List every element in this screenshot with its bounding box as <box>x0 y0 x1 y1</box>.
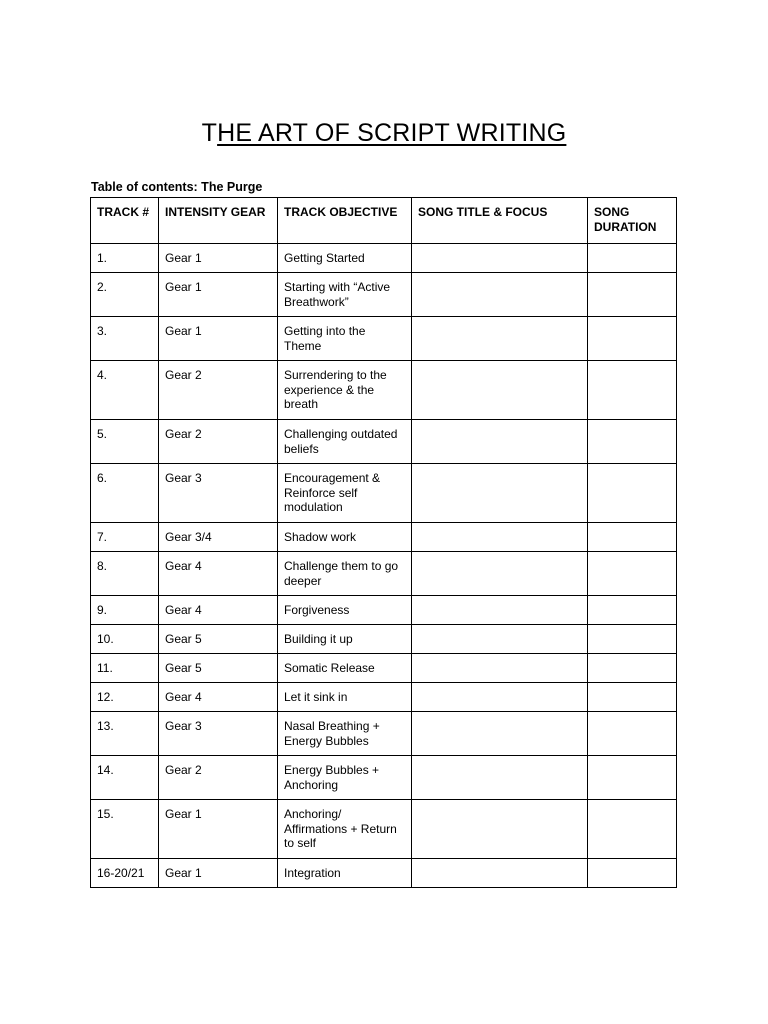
cell-track: 3. <box>91 317 159 361</box>
cell-gear: Gear 1 <box>159 244 278 273</box>
cell-objective: Let it sink in <box>278 683 412 712</box>
table-row <box>91 756 677 800</box>
header-track-number: TRACK # <box>91 198 159 244</box>
cell-song-title <box>412 420 588 464</box>
header-song-title-focus: SONG TITLE & FOCUS <box>412 198 588 244</box>
cell-song-title <box>412 625 588 654</box>
cell-song-title <box>412 683 588 712</box>
cell-gear: Gear 4 <box>159 552 278 596</box>
cell-track: 1. <box>91 244 159 273</box>
table-row <box>91 712 677 756</box>
cell-song-duration <box>588 859 677 888</box>
cell-objective: Surrendering to the experience & the breath <box>278 361 412 420</box>
cell-song-duration <box>588 654 677 683</box>
table-row <box>91 464 677 523</box>
cell-song-title <box>412 244 588 273</box>
header-song-duration: SONG DURATION <box>588 198 677 244</box>
cell-track: 7. <box>91 523 159 552</box>
table-row <box>91 273 677 317</box>
cell-objective: Anchoring/ Affirmations + Return to self <box>278 800 412 859</box>
cell-song-title <box>412 712 588 756</box>
table-row <box>91 683 677 712</box>
cell-gear: Gear 3 <box>159 712 278 756</box>
page-title-rest: HE ART OF SCRIPT WRITING <box>217 119 567 147</box>
cell-objective: Building it up <box>278 625 412 654</box>
cell-song-title <box>412 273 588 317</box>
cell-song-title <box>412 317 588 361</box>
cell-track: 10. <box>91 625 159 654</box>
header-track-objective: TRACK OBJECTIVE <box>278 198 412 244</box>
cell-gear: Gear 2 <box>159 420 278 464</box>
cell-song-duration <box>588 464 677 523</box>
cell-song-title <box>412 552 588 596</box>
cell-song-title <box>412 859 588 888</box>
cell-song-duration <box>588 317 677 361</box>
cell-objective: Energy Bubbles + Anchoring <box>278 756 412 800</box>
table-row <box>91 244 677 273</box>
cell-gear: Gear 1 <box>159 859 278 888</box>
cell-song-duration <box>588 552 677 596</box>
cell-objective: Getting into the Theme <box>278 317 412 361</box>
table-caption: Table of contents: The Purge <box>91 180 263 194</box>
cell-song-duration <box>588 420 677 464</box>
cell-song-title <box>412 361 588 420</box>
table-row <box>91 420 677 464</box>
cell-gear: Gear 2 <box>159 361 278 420</box>
cell-song-duration <box>588 273 677 317</box>
cell-track: 16-20/21 <box>91 859 159 888</box>
table-row <box>91 523 677 552</box>
cell-song-duration <box>588 244 677 273</box>
table-row <box>91 859 677 888</box>
cell-objective: Integration <box>278 859 412 888</box>
cell-track: 5. <box>91 420 159 464</box>
cell-track: 14. <box>91 756 159 800</box>
cell-song-duration <box>588 596 677 625</box>
cell-song-title <box>412 800 588 859</box>
page-title <box>0 116 768 150</box>
cell-gear: Gear 2 <box>159 756 278 800</box>
cell-song-duration <box>588 756 677 800</box>
header-intensity-gear: INTENSITY GEAR <box>159 198 278 244</box>
cell-objective: Starting with “Active Breathwork” <box>278 273 412 317</box>
cell-song-title <box>412 756 588 800</box>
cell-gear: Gear 1 <box>159 273 278 317</box>
cell-song-duration <box>588 625 677 654</box>
cell-objective: Forgiveness <box>278 596 412 625</box>
table-header-row <box>91 198 677 244</box>
cell-gear: Gear 5 <box>159 625 278 654</box>
cell-gear: Gear 3/4 <box>159 523 278 552</box>
cell-track: 11. <box>91 654 159 683</box>
cell-gear: Gear 1 <box>159 800 278 859</box>
cell-song-duration <box>588 683 677 712</box>
cell-track: 13. <box>91 712 159 756</box>
table-row <box>91 596 677 625</box>
cell-track: 9. <box>91 596 159 625</box>
table-row <box>91 654 677 683</box>
table-row <box>91 800 677 859</box>
cell-gear: Gear 1 <box>159 317 278 361</box>
table-of-contents <box>90 197 677 888</box>
cell-song-title <box>412 523 588 552</box>
cell-gear: Gear 4 <box>159 596 278 625</box>
cell-objective: Challenge them to go deeper <box>278 552 412 596</box>
cell-song-duration <box>588 800 677 859</box>
page-title-first-letter: T <box>201 119 218 147</box>
cell-song-duration <box>588 712 677 756</box>
cell-song-duration <box>588 361 677 420</box>
cell-track: 2. <box>91 273 159 317</box>
cell-track: 15. <box>91 800 159 859</box>
cell-objective: Encouragement & Reinforce self modulation <box>278 464 412 523</box>
cell-objective: Challenging outdated beliefs <box>278 420 412 464</box>
table-row <box>91 625 677 654</box>
cell-gear: Gear 5 <box>159 654 278 683</box>
table-row <box>91 317 677 361</box>
cell-objective: Shadow work <box>278 523 412 552</box>
cell-song-duration <box>588 523 677 552</box>
cell-objective: Somatic Release <box>278 654 412 683</box>
cell-song-title <box>412 464 588 523</box>
cell-objective: Nasal Breathing + Energy Bubbles <box>278 712 412 756</box>
cell-gear: Gear 4 <box>159 683 278 712</box>
cell-track: 8. <box>91 552 159 596</box>
cell-track: 12. <box>91 683 159 712</box>
cell-track: 6. <box>91 464 159 523</box>
cell-gear: Gear 3 <box>159 464 278 523</box>
table-row <box>91 552 677 596</box>
cell-objective: Getting Started <box>278 244 412 273</box>
cell-track: 4. <box>91 361 159 420</box>
table-row <box>91 361 677 420</box>
cell-song-title <box>412 596 588 625</box>
cell-song-title <box>412 654 588 683</box>
